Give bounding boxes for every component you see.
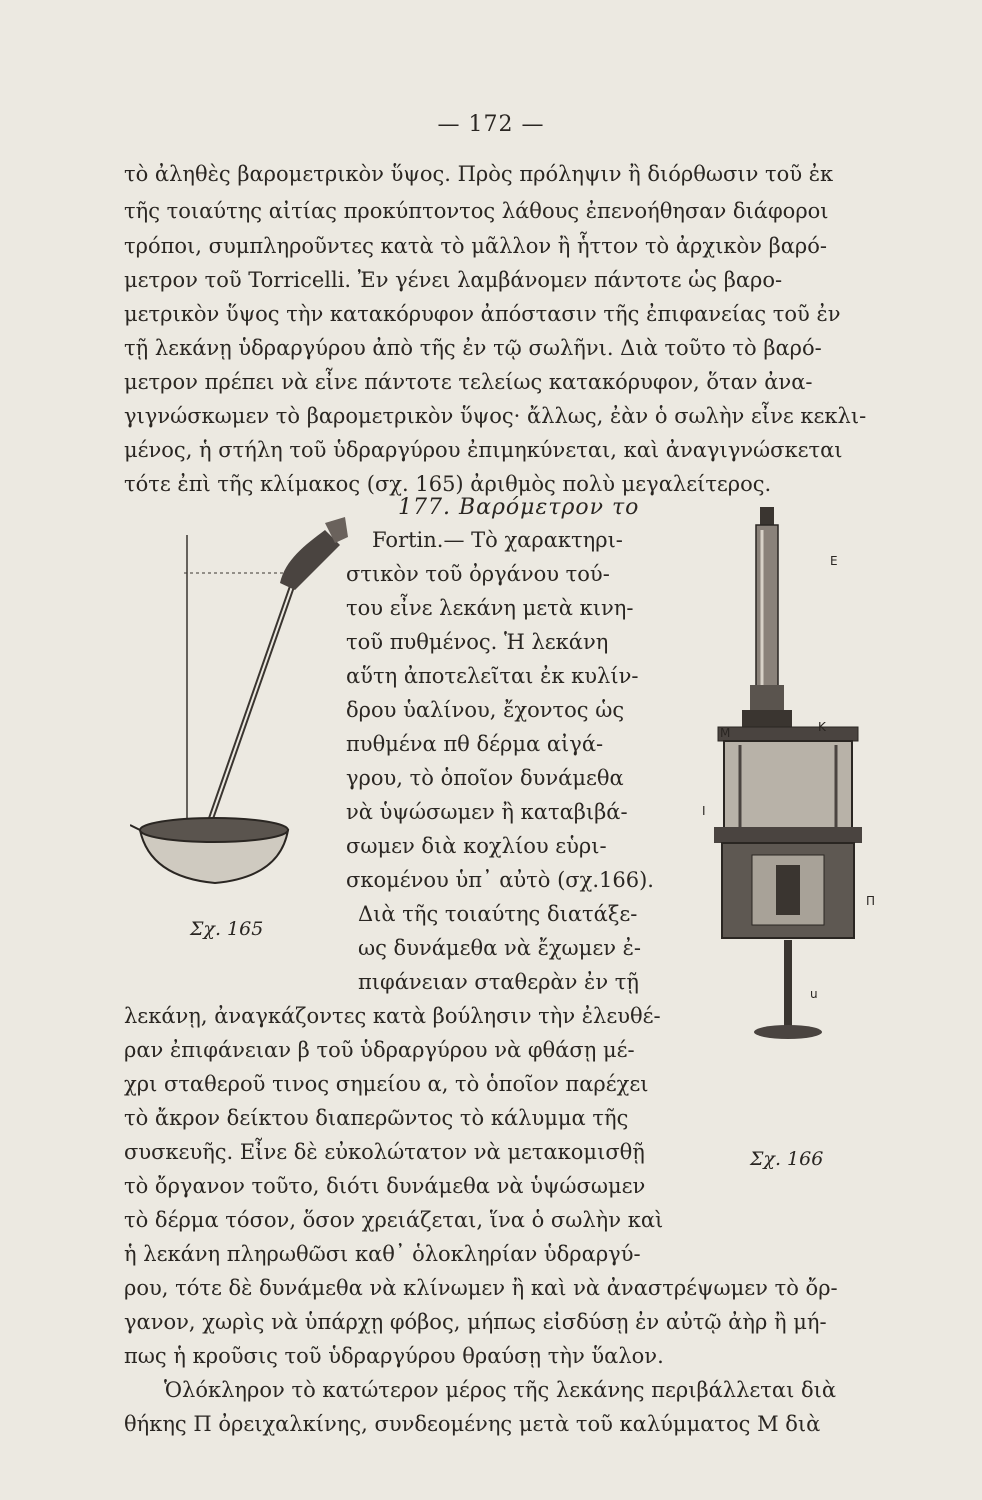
text-line: ρου, τότε δὲ δυνάμεθα νὰ κλίνωμεν ἢ καὶ νὰ ἀναστρέψωμεν τὸ ὄρ- bbox=[124, 1276, 838, 1300]
text-line: μετρον τοῦ Torricelli. Ἐν γένει λαμβάνομεν πάντοτε ὡς βαρο- bbox=[124, 268, 783, 292]
section-heading: 177. Βαρόμετρον το bbox=[398, 495, 640, 520]
figure-165-illustration bbox=[130, 505, 350, 900]
inner-mechanism bbox=[776, 865, 800, 915]
text-line: σκομένου ὑπ᾽ αὐτὸ (σχ.166). bbox=[346, 868, 654, 892]
tube-cap bbox=[760, 507, 774, 527]
text-line: του εἶνε λεκάνη μετὰ κινη- bbox=[346, 596, 634, 620]
text-line: τρόποι, συμπληροῦντες κατὰ τὸ μᾶλλον ἢ ἧττον τὸ ἀρχικὸν βαρό- bbox=[124, 234, 827, 258]
text-line: πως ἡ κροῦσις τοῦ ὑδραργύρου θραύσῃ τὴν ὕαλον. bbox=[124, 1344, 664, 1368]
figure-166-stand bbox=[700, 940, 880, 1040]
stand-rod bbox=[784, 940, 792, 1030]
text-line: πιφάνειαν σταθερὰν ἐν τῇ bbox=[358, 970, 639, 994]
label-u: u bbox=[810, 987, 818, 1001]
text-line: πυθμένα πθ δέρμα αἰγά- bbox=[346, 732, 604, 756]
text-line: γανον, χωρὶς νὰ ὑπάρχῃ φόβος, μήπως εἰσδύσῃ ἐν αὐτῷ ἀὴρ ἢ μή- bbox=[124, 1310, 827, 1334]
text-line: λεκάνῃ, ἀναγκάζοντες κατὰ βούλησιν τὴν ἐλευθέ- bbox=[124, 1004, 661, 1028]
page-number: — 172 — bbox=[437, 112, 545, 137]
text-line: χρι σταθεροῦ τινος σημείου α, τὸ ὁποῖον παρέχει bbox=[124, 1072, 649, 1096]
text-line: συσκευῆς. Εἶνε δὲ εὐκολώτατον νὰ μετακομισθῇ bbox=[124, 1140, 645, 1164]
text-line: ἡ λεκάνη πληρωθῶσι καθ᾽ ὁλοκληρίαν ὑδραργύ- bbox=[124, 1242, 641, 1266]
text-line: μετρικὸν ὕψος τὴν κατακόρυφον ἀπόστασιν τῆς ἐπιφανείας τοῦ ἐν bbox=[124, 302, 841, 326]
brass-tube bbox=[756, 525, 778, 695]
mercury-surface bbox=[140, 818, 288, 842]
text-line: Ὁλόκληρον τὸ κατώτερον μέρος τῆς λεκάνης περιβάλλεται διὰ bbox=[164, 1378, 837, 1402]
text-line: Fortin.— Τὸ χαρακτηρι- bbox=[372, 528, 623, 552]
text-line: τοῦ πυθμένος. Ἡ λεκάνη bbox=[346, 630, 609, 654]
text-line: τότε ἐπὶ τῆς κλίμακος (σχ. 165) ἀριθμὸς πολὺ μεγαλείτερος. bbox=[124, 472, 772, 496]
text-line: αὕτη ἀποτελεῖται ἐκ κυλίν- bbox=[346, 664, 639, 688]
label-K: Κ bbox=[818, 720, 826, 734]
text-line: γρου, τὸ ὁποῖον δυνάμεθα bbox=[346, 766, 624, 790]
text-line: δρου ὑαλίνου, ἔχοντος ὡς bbox=[346, 698, 625, 722]
text-line: τῇ λεκάνῃ ὑδραργύρου ἀπὸ τῆς ἐν τῷ σωλῆνι. Διὰ τοῦτο τὸ βαρό- bbox=[124, 336, 822, 360]
label-I: Ι bbox=[702, 804, 706, 818]
text-line: ραν ἐπιφάνειαν β τοῦ ὑδραργύρου νὰ φθάσῃ μέ- bbox=[124, 1038, 635, 1062]
text-line: μετρον πρέπει νὰ εἶνε πάντοτε τελείως κατακόρυφον, ὅταν ἀνα- bbox=[124, 370, 813, 394]
label-M: Μ bbox=[720, 726, 731, 740]
text-line: Διὰ τῆς τοιαύτης διατάξε- bbox=[358, 902, 638, 926]
figure-165-caption: Σχ. 165 bbox=[190, 918, 264, 940]
label-E: Ε bbox=[830, 554, 838, 568]
text-line: τῆς τοιαύτης αἰτίας προκύπτοντος λάθους ἐπενοήθησαν διάφοροι bbox=[124, 199, 829, 223]
figure-166-caption: Σχ. 166 bbox=[750, 1148, 824, 1170]
text-line: τὸ ἄκρον δείκτου διαπερῶντος τὸ κάλυμμα τῆς bbox=[124, 1106, 629, 1130]
text-line: μένος, ἡ στήλη τοῦ ὑδραργύρου ἐπιμηκύνεται, καὶ ἀναγιγνώσκεται bbox=[124, 438, 843, 462]
glass-cylinder bbox=[724, 741, 852, 831]
middle-ring bbox=[714, 827, 862, 843]
text-line: γιγνώσκωμεν τὸ βαρομετρικὸν ὕψος· ἄλλως, ἐὰν ὁ σωλὴν εἶνε κεκλι- bbox=[124, 404, 867, 428]
text-line: στικὸν τοῦ ὀργάνου τού- bbox=[346, 562, 610, 586]
stand-foot bbox=[754, 1025, 822, 1039]
text-line: σωμεν διὰ κοχλίου εὑρι- bbox=[346, 834, 607, 858]
text-line: τὸ ὄργανον τοῦτο, διότι δυνάμεθα νὰ ὑψώσωμεν bbox=[124, 1174, 646, 1198]
hand-drawing bbox=[280, 530, 340, 590]
text-line: ως δυνάμεθα νὰ ἔχωμεν ἐ- bbox=[358, 936, 642, 960]
text-line: τὸ δέρμα τόσον, ὅσον χρειάζεται, ἵνα ὁ σωλὴν καὶ bbox=[124, 1208, 664, 1232]
text-line: θήκης Π ὀρειχαλκίνης, συνδεομένης μετὰ τοῦ καλύμματος Μ διὰ bbox=[124, 1412, 821, 1436]
cover-M bbox=[718, 727, 858, 741]
text-line: τὸ ἀληθὲς βαρομετρικὸν ὕψος. Πρὸς πρόληψιν ἢ διόρθωσιν τοῦ ἐκ bbox=[124, 162, 834, 186]
text-line: νὰ ὑψώσωμεν ἢ καταβιβά- bbox=[346, 800, 628, 824]
label-P: Π bbox=[866, 894, 876, 908]
figure-166-illustration bbox=[700, 505, 880, 945]
